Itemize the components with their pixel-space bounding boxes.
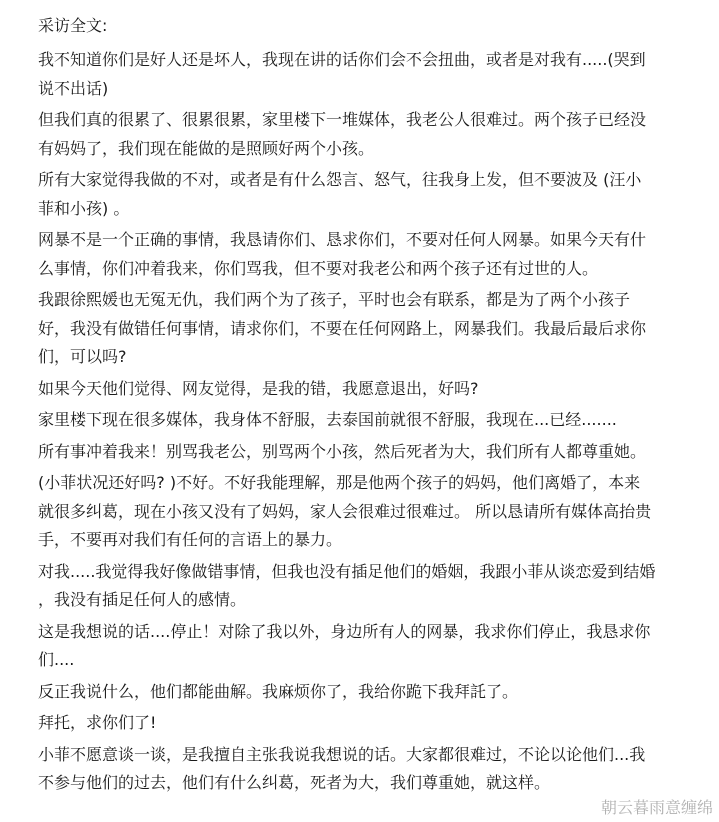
paragraph-line: 对我.....我觉得我好像做错事情，但我也没有插足他们的婚姻，我跟小菲从谈恋爱到结婚 bbox=[38, 561, 656, 581]
paragraph-line: 反正我说什么，他们都能曲解。我麻烦你了，我给你跪下我拜託了。 bbox=[38, 681, 519, 701]
paragraph-line: 手，不要再对我们有任何的言语上的暴力。 bbox=[38, 530, 343, 549]
paragraph-line: 不参与他们的过去，他们有什么纠葛，死者为大，我们尊重她，就这样。 bbox=[38, 773, 551, 792]
interview-document bbox=[38, 14, 700, 801]
paragraph bbox=[38, 678, 700, 707]
paragraph bbox=[38, 469, 700, 555]
paragraph-line: 拜托，求你们了! bbox=[38, 713, 157, 732]
paragraph bbox=[38, 166, 700, 223]
paragraph-line: 我跟徐熙媛也无冤无仇，我们两个为了孩子，平时也会有联系，都是为了两个小孩子 bbox=[38, 290, 631, 309]
paragraph-line: 家里楼下现在很多媒体，我身体不舒服，去泰国前就很不舒服，我现在...已经....... bbox=[38, 410, 617, 429]
paragraph-line: 小菲不愿意谈一谈，是我擅自主张我说我想说的话。大家都很难过，不论以论他们...我 bbox=[38, 744, 646, 764]
paragraph bbox=[38, 406, 700, 435]
paragraph-line: ，我没有插足任何人的感情。 bbox=[38, 590, 247, 609]
paragraph bbox=[38, 226, 700, 283]
paragraph bbox=[38, 438, 700, 467]
watermark: 朝云暮雨意缠绵 bbox=[600, 798, 713, 817]
paragraph-line: 菲和小孩) 。 bbox=[38, 198, 130, 218]
document-title: 采访全文: bbox=[38, 16, 108, 35]
paragraph-line: 好，我没有做错任何事情，请求你们，不要在任何网路上，网暴我们。我最后最后求你 bbox=[38, 318, 647, 338]
paragraph-line: 但我们真的很累了、很累很累，家里楼下一堆媒体，我老公人很难过。两个孩子已经没 bbox=[38, 110, 647, 129]
paragraph bbox=[38, 741, 700, 798]
paragraph-line: 们，可以吗? bbox=[38, 347, 127, 366]
paragraph bbox=[38, 618, 700, 675]
paragraph-line: 么事情，你们冲着我来，你们骂我，但不要对我老公和两个孩子还有过世的人。 bbox=[38, 258, 599, 278]
paragraph-line: 有妈妈了，我们现在能做的是照顾好两个小孩。 bbox=[38, 138, 375, 158]
paragraph-line: 我不知道你们是好人还是坏人，我现在讲的话你们会不会扭曲，或者是对我有.....(哭到 bbox=[38, 50, 646, 69]
paragraph bbox=[38, 46, 700, 103]
paragraph bbox=[38, 286, 700, 372]
paragraph-line: 说不出话) bbox=[38, 78, 109, 98]
paragraph-list bbox=[38, 46, 700, 798]
paragraph-line: 所有事冲着我来！别骂我老公，别骂两个小孩，然后死者为大，我们所有人都尊重她。 bbox=[38, 441, 647, 461]
paragraph bbox=[38, 558, 700, 615]
paragraph bbox=[38, 709, 700, 738]
paragraph-line: 们.... bbox=[38, 650, 75, 669]
paragraph-line: 这是我想说的话....停止！对除了我以外，身边所有人的网暴，我求你们停止，我恳求你 bbox=[38, 621, 651, 641]
paragraph-line: (小菲状况还好吗? )不好。不好我能理解，那是他两个孩子的妈妈，他们离婚了，本来 bbox=[38, 473, 641, 492]
paragraph-line: 网暴不是一个正确的事情，我恳请你们、恳求你们，不要对任何人网暴。如果今天有什 bbox=[38, 230, 647, 249]
paragraph bbox=[38, 375, 700, 404]
paragraph-line: 所有大家觉得我做的不对，或者是有什么怨言、怒气，往我身上发，但不要波及 (汪小 bbox=[38, 170, 642, 189]
paragraph-line: 就很多纠葛，现在小孩又没有了妈妈，家人会很难过很难过。 所以恳请所有媒体高抬贵 bbox=[38, 501, 652, 521]
paragraph-line: 如果今天他们觉得、网友觉得，是我的错，我愿意退出，好吗? bbox=[38, 378, 479, 398]
paragraph bbox=[38, 106, 700, 163]
